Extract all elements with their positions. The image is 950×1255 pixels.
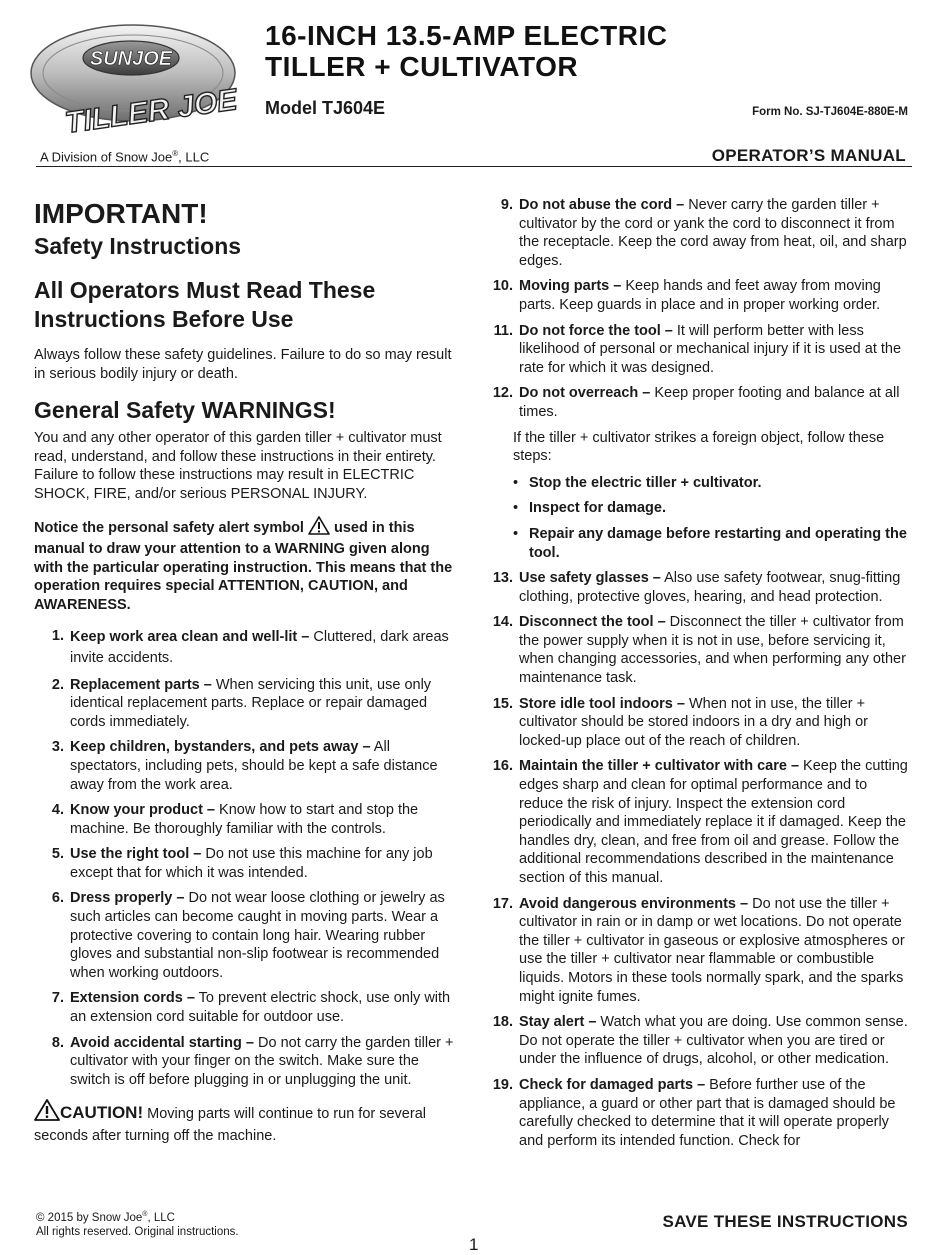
list-item-body: When not in use, the tiller + cultivator should be stored indoors in a dry and high or locked-up place out of the reach of children.: [519, 695, 869, 749]
list-item-text: [519, 895, 913, 1007]
list-item: [34, 845, 459, 882]
page-number: 1: [469, 1235, 479, 1254]
list-item-title: Keep work area clean and well-lit –: [70, 628, 310, 645]
safety-list-right-b: [483, 569, 913, 1150]
list-item-number: 10.: [492, 278, 513, 295]
list-item-number: 2.: [51, 676, 64, 693]
list-item-number: 11.: [493, 322, 513, 339]
safety-list-left: [34, 627, 459, 1090]
list-item: [483, 196, 913, 270]
list-item: [34, 889, 459, 982]
list-item-number: 13.: [492, 570, 513, 587]
heading-important: IMPORTANT!: [34, 198, 208, 229]
list-item-text: [519, 757, 913, 887]
list-item: [483, 613, 913, 687]
save-instructions-label: SAVE THESE INSTRUCTIONS: [662, 1212, 908, 1231]
list-item: [483, 1076, 913, 1150]
intro-paragraph: Always follow these safety guidelines. Failure to do so may result in serious bodily injury or death.: [34, 347, 452, 382]
list-item-body: It will perform better with less likelihood of personal or mechanical injury if it is used at the rate for which it was designed.: [519, 322, 902, 376]
operators-manual-label: OPERATOR’S MANUAL: [711, 146, 906, 165]
list-item-title: Keep children, bystanders, and pets away –: [70, 739, 371, 756]
list-item-text: [70, 1034, 459, 1090]
list-item-title: Do not overreach –: [519, 385, 651, 402]
list-item-title: Disconnect the tool –: [519, 614, 666, 631]
list-item-text: [519, 277, 913, 314]
list-item-text: [519, 196, 913, 270]
list-item: [483, 322, 913, 378]
list-item: [483, 695, 913, 751]
list-item-number: 8.: [51, 1034, 64, 1051]
list-item-number: 9.: [500, 197, 513, 213]
step-bullet: [513, 525, 913, 562]
list-item-text: [519, 322, 913, 378]
list-item-text: [519, 384, 913, 421]
list-item-number: 18.: [492, 1014, 513, 1031]
bullet-dot: •: [513, 500, 519, 517]
list-item-body: Watch what you are doing. Use common sense. Do not operate the tiller + cultivator when you are tired or under the influence of drugs, alcohol, or other medication.: [519, 1014, 908, 1068]
left-column: [34, 198, 459, 1146]
heading-general-warnings: General Safety WARNINGS!: [34, 397, 336, 424]
list-item-title: Stay alert –: [519, 1014, 597, 1031]
list-item-number: 12.: [492, 385, 513, 402]
list-item: [34, 989, 459, 1026]
list-item-text: [70, 845, 459, 882]
list-item-number: 7.: [51, 990, 64, 1007]
list-item-body: Cluttered, dark areas invite accidents.: [70, 628, 449, 666]
list-item-title: Store idle tool indoors –: [519, 695, 685, 712]
safety-alert-icon: [308, 516, 330, 541]
list-item-body: Also use safety footwear, snug-fitting clothing, protective gloves, hearing, and head protection.: [519, 570, 901, 605]
list-item: [483, 384, 913, 421]
right-column: [483, 196, 913, 1157]
list-item-body: Keep proper footing and balance at all times.: [519, 385, 900, 420]
list-item-title: Dress properly –: [70, 890, 185, 907]
list-item-text: [70, 989, 459, 1026]
list-item-number: 6.: [51, 890, 64, 907]
model-number: Model TJ604E: [265, 98, 386, 118]
title-line-2: TILLER + CULTIVATOR: [265, 51, 579, 82]
copyright: © 2015 by Snow Joe®, LLC All rights reserved. Original instructions.: [36, 1211, 239, 1238]
heading-all-operators: All Operators Must Read These Instructions Before Use: [34, 277, 376, 332]
list-item-text: [70, 676, 459, 732]
step-bullet: [513, 474, 913, 493]
list-item-body: When servicing this unit, use only identical replacement parts. Replace or repair damaged cords immediately.: [70, 676, 432, 730]
list-item: [34, 676, 459, 732]
list-item-title: Check for damaged parts –: [519, 1076, 706, 1093]
list-item-text: [70, 627, 459, 669]
list-item-title: Avoid accidental starting –: [70, 1034, 254, 1051]
general-paragraph: You and any other operator of this garden tiller + cultivator must read, understand, and follow these instructions in their entirety. Failure to follow these instructions may result in ELECTRIC SHOCK, FIRE, and/or serious PERSONAL INJURY.: [34, 430, 442, 502]
title-line-1: 16-INCH 13.5-AMP ELECTRIC: [265, 20, 668, 51]
header-divider: [36, 166, 912, 167]
list-item-text: [519, 1076, 913, 1150]
caution-notice: CAUTION! Moving parts will continue to run for several seconds after turning off the machine.: [34, 1099, 459, 1146]
division-text: A Division of Snow Joe®, LLC: [40, 149, 210, 165]
list-item: [483, 757, 913, 887]
list-item-text: [519, 569, 913, 606]
step-text: Stop the electric tiller + cultivator.: [529, 474, 762, 491]
list-item-number: 1.: [51, 627, 64, 644]
list-item-body: To prevent electric shock, use only with an extension cord suitable for outdoor use.: [70, 990, 451, 1026]
list-item-body: Do not use this machine for any job except that for which it was intended.: [70, 846, 433, 881]
list-item: [483, 277, 913, 314]
list-item-body: Do not wear loose clothing or jewelry as such articles can become caught in moving parts. Wear a protective covering to contain long hair. Wearing rubber gloves and substantial non-slip footwear is recommended when working outdoors.: [70, 890, 445, 981]
list-item-title: Replacement parts –: [70, 676, 212, 693]
list-item-number: 15.: [492, 695, 513, 712]
list-item-body: Never carry the garden tiller + cultivator by the cord or yank the cord to disconnect it from the receptacle. Keep the cord away from heat, oil, and sharp edges.: [519, 197, 907, 269]
form-number: Form No. SJ-TJ604E-880E-M: [752, 106, 908, 118]
list-item-number: 17.: [492, 895, 513, 912]
list-item-text: [519, 1013, 913, 1069]
list-item: [483, 895, 913, 1007]
list-item-title: Maintain the tiller + cultivator with care –: [519, 758, 800, 775]
list-item-body: Keep hands and feet away from moving parts. Keep guards in place and in proper working order.: [519, 278, 881, 313]
foreign-object-steps: [483, 474, 913, 562]
step-text: Inspect for damage.: [529, 500, 666, 517]
list-item-body: Do not use the tiller + cultivator in rain or in damp or wet locations. Do not operate the tiller + cultivator in gaseous or explosive atmospheres or use the tiller + cultivator near flammable or combustible liquids. Motors in these tools normally spark, and the sparks might ignite fumes.: [519, 895, 905, 1005]
list-item-number: 19.: [492, 1076, 513, 1093]
list-item-text: [519, 695, 913, 751]
list-item-number: 14.: [492, 614, 513, 631]
svg-text:SUNJOE: SUNJOE: [89, 48, 173, 70]
list-item-title: Moving parts –: [519, 278, 622, 295]
list-item-title: Avoid dangerous environments –: [519, 895, 749, 912]
list-item-body: Do not carry the garden tiller + cultivator with your finger on the switch. Make sure the switch is off before plugging in or unplugging the unit.: [70, 1034, 454, 1088]
list-item-text: [519, 613, 913, 687]
list-item-number: 4.: [51, 802, 64, 819]
list-item-number: 5.: [51, 846, 64, 863]
list-item-title: Do not force the tool –: [519, 322, 673, 339]
safety-list-right-a: [483, 196, 913, 422]
list-item-text: [70, 801, 459, 838]
list-item-body: Know how to start and stop the machine. Be thoroughly familiar with the controls.: [70, 802, 419, 837]
list-item-number: 16.: [492, 758, 513, 775]
heading-safety-instructions: Safety Instructions: [34, 233, 242, 259]
list-item-title: Extension cords –: [70, 990, 195, 1007]
list-item: [34, 627, 459, 669]
step-text: Repair any damage before restarting and operating the tool.: [529, 525, 907, 561]
list-item-text: [70, 889, 459, 982]
list-item-number: 3.: [51, 739, 64, 756]
caution-alert-icon: [34, 1099, 60, 1127]
list-item: [34, 801, 459, 838]
list-item-title: Use safety glasses –: [519, 570, 661, 587]
list-item-body: Disconnect the tiller + cultivator from the power supply when it is not in use, before servicing it, when changing accessories, and when performing any other maintenance task.: [519, 614, 906, 687]
list-item: [34, 738, 459, 794]
step-bullet: [513, 499, 913, 518]
bullet-dot: •: [513, 474, 519, 491]
list-item: [483, 569, 913, 606]
list-item: [483, 1013, 913, 1069]
sunjoe-tiller-joe-logo: [28, 18, 250, 136]
list-item-title: Do not abuse the cord –: [519, 197, 685, 213]
list-item-title: Use the right tool –: [70, 846, 202, 863]
list-item-body: Keep the cutting edges sharp and clean for optimal performance and to reduce the risk of injury. Inspect the extension cord periodically and immediately replace it if damaged. Keep the handles dry, clean, and free from oil and grease. Follow the additional recommendations described in the maintenance section of this manual.: [519, 758, 908, 886]
list-item: [34, 1034, 459, 1090]
list-item-body: Before further use of the appliance, a guard or other part that is damaged should be carefully checked to determine that it will operate properly and perform its intended function. Check for: [519, 1076, 896, 1149]
list-item-body: All spectators, including pets, should be kept a safe distance away from the work area.: [70, 739, 438, 793]
bullet-dot: •: [513, 525, 519, 542]
list-item-text: [70, 738, 459, 794]
document-title: [265, 20, 668, 82]
svg-text:TILLER JOE: TILLER JOE: [62, 83, 240, 136]
notice-paragraph: Notice the personal safety alert symbol used in this manual to draw your attention to a WARNING given along with the particular operating instruction. This means that the operation requires special ATTENTION, CAUTION, and AWARENESS.: [34, 516, 459, 615]
foreign-object-paragraph: If the tiller + cultivator strikes a foreign object, follow these steps:: [513, 429, 885, 465]
list-item-title: Know your product –: [70, 802, 215, 819]
